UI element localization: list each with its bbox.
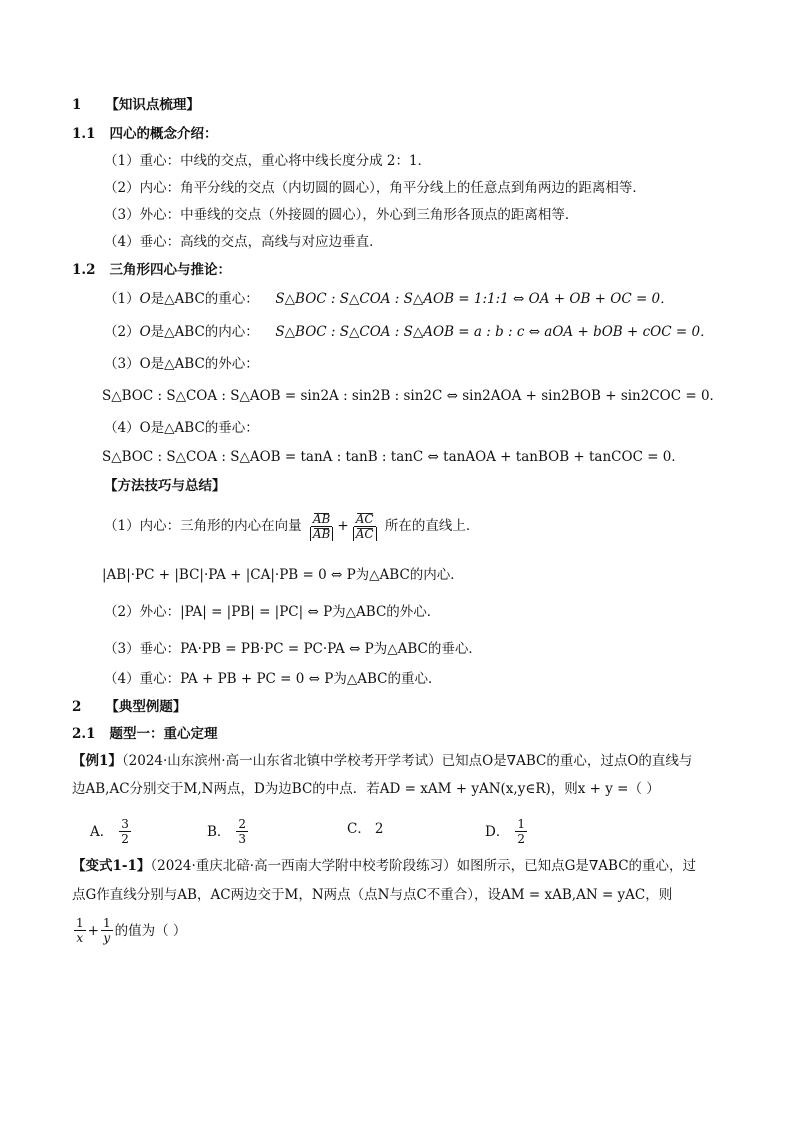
method-centroid: （4）重心：PA + PB + PC = 0 ⇔ P为△ABC的重心． — [104, 671, 442, 687]
unit-vector-ac-fraction: $\frac{AC}{AC}$ — [351, 512, 379, 541]
corollary-circumcenter-formula: S△BOC : S△COA : S△AOB = sin2A : sin2B : sin2C ⇔ sin2AOA + sin2BOB + sin2COC = 0． — [102, 388, 724, 404]
corollary-circumcenter: （3）O是△ABC的外心： — [104, 356, 259, 372]
example-1-label: 【例1】 — [72, 753, 122, 769]
section-2-heading: 2 【典型例题】 — [72, 699, 187, 715]
method-orthocenter: （3）垂心：PA·PB = PB·PC = PC·PA ⇔ P为△ABC的垂心． — [104, 641, 482, 657]
concept-centroid: （1）重心：中线的交点，重心将中线长度分成 2：1． — [104, 153, 432, 169]
method-heading: 【方法技巧与总结】 — [104, 478, 226, 494]
example-1-option-b[interactable]: B． $\frac{2}{3}$ — [207, 817, 247, 846]
corollary-incenter-formula: S△BOC : S△COA : S△AOB = a : b : c ⇔ aOA + bOB + cOC = 0． — [275, 324, 714, 340]
section-1-1-heading: 1.1 四心的概念介绍： — [72, 126, 218, 142]
method-incenter-formula: |AB|·PC + |BC|·PA + |CA|·PB = 0 ⇔ P为△ABC的内心． — [102, 567, 464, 583]
method-incenter-line: （1）内心：三角形的内心在向量 $\frac{AB}{AB}$ + $\frac{AC}{AC}$ 所在的直线上． — [104, 512, 480, 541]
concept-orthocenter: （4）垂心：高线的交点，高线与对应边垂直． — [104, 234, 383, 250]
corollary-incenter: （2）O是△ABC的内心： S△BOC : S△COA : S△AOB = a : b : c ⇔ aOA + bOB + cOC = 0． — [104, 324, 714, 340]
corollary-orthocenter-formula: S△BOC : S△COA : S△AOB = tanA : tanB : tanC ⇔ tanAOA + tanBOB + tanCOC = 0． — [102, 449, 685, 465]
concept-incenter: （2）内心：角平分线的交点（内切圆的圆心），角平分线上的任意点到角两边的距离相等． — [104, 180, 646, 196]
section-1-2-heading: 1.2 三角形四心与推论： — [72, 262, 231, 278]
variant-1-1-line-3: $\frac{1}{x}$ + $\frac{1}{y}$ 的值为（ ） — [76, 916, 187, 945]
variant-1-1-line-2: 点G作直线分别与AB，AC两边交于M，N两点（点N与点C不重合），设AM = xAB,AN = yAC，则 — [72, 887, 673, 903]
unit-vector-ab-fraction: $\frac{AB}{AB}$ — [308, 512, 335, 541]
example-1-line-1: 【例1】（2024·山东滨州·高一山东省北镇中学校考开学考试）已知点O是∇ABC的重心，过点O的直线与 — [72, 753, 693, 769]
section-1-heading: 1 【知识点梳理】 — [72, 97, 200, 113]
example-1-option-d[interactable]: D． $\frac{1}{2}$ — [485, 817, 525, 846]
concept-circumcenter: （3）外心：中垂线的交点（外接圆的圆心），外心到三角形各顶点的距离相等． — [104, 207, 579, 223]
fraction-1-over-y: $\frac{1}{y}$ — [102, 916, 111, 945]
example-1-line-2: 边AB,AC分别交于M,N两点，D为边BC的中点．若AD = xAM + yAN(x,y∈R)，则x + y =（ ） — [72, 781, 660, 797]
variant-1-1-label: 【变式1-1】 — [72, 858, 151, 874]
fraction-1-over-x: $\frac{1}{x}$ — [76, 916, 84, 945]
example-1-option-c[interactable]: C． 2 — [347, 821, 384, 837]
method-circumcenter: （2）外心：|PA| = |PB| = |PC| ⇔ P为△ABC的外心． — [104, 604, 441, 620]
corollary-centroid: （1）O是△ABC的重心： S△BOC : S△COA : S△AOB = 1:1:1 ⇔ OA + OB + OC = 0． — [104, 291, 674, 307]
example-1-option-a[interactable]: A． $\frac{3}{2}$ — [90, 817, 129, 846]
corollary-centroid-formula: S△BOC : S△COA : S△AOB = 1:1:1 ⇔ OA + OB + OC = 0． — [275, 291, 674, 307]
corollary-orthocenter: （4）O是△ABC的垂心： — [104, 420, 259, 436]
variant-1-1-line-1: 【变式1-1】（2024·重庆北碚·高一西南大学附中校考阶段练习）如图所示，已知点G是∇ABC的重心，过 — [72, 858, 697, 874]
section-2-1-heading: 2.1 题型一：重心定理 — [72, 726, 218, 742]
